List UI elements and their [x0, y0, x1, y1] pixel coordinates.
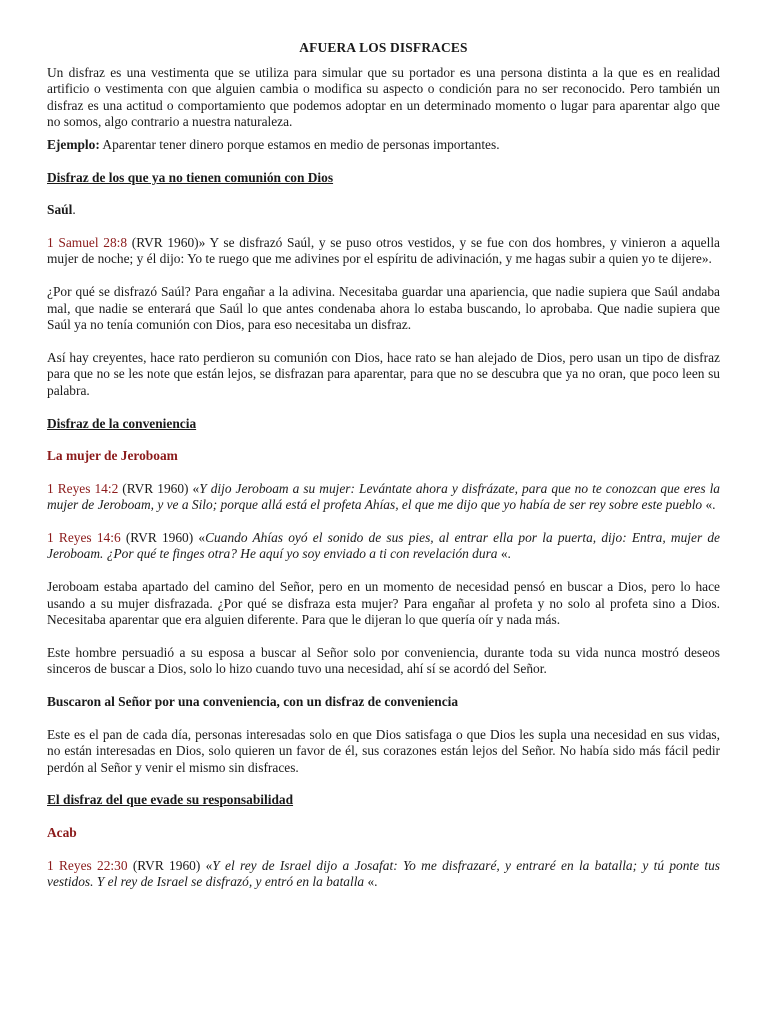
body-paragraph: ¿Por qué se disfrazó Saúl? Para engañar a la adivina. Necesitaba guardar una apariencia, que nadie supiera que Saúl andaba mal, que nadie se enterará que Saúl lo que antes condenaba ahora lo estaba buscando, lo aprobaba. Que nadie supiera que Saúl ya no tenía comunión con Dios, para eso necesitaba un disfraz.	[47, 283, 720, 333]
verse-paragraph-1-reyes-14-6	[47, 530, 720, 563]
verse-post: «.	[497, 546, 511, 562]
subheading-saul-period: .	[72, 202, 76, 218]
document-title: AFUERA LOS DISFRACES	[299, 40, 468, 55]
body-paragraph: Este es el pan de cada día, personas interesadas solo en que Dios satisfaga o que Dios les supla una necesidad en sus vidas, no están interesadas en Dios, solo quieren un favor de él, sus corazones están lejos del Señor. No había sido más fácil pedir perdón al Señor y venir el mismo sin disfraces.	[47, 726, 720, 775]
verse-paragraph-1-samuel-28-8	[47, 235, 720, 268]
subheading-acab: Acab	[47, 825, 77, 840]
verse-quote: Y dijo Jeroboam a su mujer: Levántate ahora y disfrázate, para que no te conozcan que eres la mujer de Jeroboam, y ve a Silo; porque allá está el profeta Ahías, el que me dijo que yo había de ser rey sobre este pueblo	[47, 480, 721, 513]
example-paragraph	[47, 137, 720, 154]
body-paragraph: Jeroboam estaba apartado del camino del Señor, pero en un momento de necesidad pensó en buscar a Dios, pero lo hace usando a su mujer disfrazada. ¿Por qué se disfraza esta mujer? Para engañar al profeta y no solo al profeta sino a Dios. Necesitaba aparentar que era alguien diferente. Para que le dijeran lo que quería oír y nada más.	[47, 579, 720, 628]
section-heading-responsabilidad: El disfraz del que evade su responsabilidad	[47, 792, 294, 808]
section-heading-conveniencia: Disfraz de la conveniencia	[47, 415, 197, 431]
verse-pre: (RVR 1960) «	[127, 857, 213, 873]
example-label: Ejemplo:	[47, 136, 100, 152]
verse-post: «.	[702, 497, 716, 513]
subheading-saul-name: Saúl	[47, 202, 73, 218]
intro-paragraph: Un disfraz es una vestimenta que se utiliza para simular que su portador es una persona distinta a la que es en realidad artificio o vestimenta con que alguien cambia o modifica su aspecto o condición para no ser reconocido. Pero también un disfraz es una actitud o comportamiento que podemos adoptar en un determinado momento o lugar para aparentar algo que no somos, algo contrario a nuestra naturaleza.	[47, 64, 720, 130]
verse-text: (RVR 1960)» Y se disfrazó Saúl, y se puso otros vestidos, y se fue con dos hombres, y vinieron a aquella mujer de noche; y él dijo: Yo te ruego que me adivines por el espíritu de adivinación, y me hagas subir a quien yo te dijere».	[47, 234, 720, 267]
subheading-conveniencia: Buscaron al Señor por una conveniencia, con un disfraz de conveniencia	[47, 694, 459, 710]
section-heading-saul: Disfraz de los que ya no tienen comunión con Dios	[47, 169, 334, 185]
body-paragraph: Este hombre persuadió a su esposa a buscar al Señor solo por conveniencia, durante toda su vida nunca mostró deseos sinceros de buscar a Dios, solo lo hizo cuando tuvo una necesidad, ahí sí se acordó del Señor.	[47, 644, 720, 677]
verse-quote: Y el rey de Israel dijo a Josafat: Yo me disfrazaré, y entraré en la batalla; y tú ponte tus vestidos. Y el rey de Israel se disfrazó, y entró en la batalla	[47, 857, 721, 890]
subheading-saul	[47, 202, 720, 219]
example-text: Aparentar tener dinero porque estamos en medio de personas importantes.	[99, 136, 500, 152]
verse-paragraph-1-reyes-22-30	[47, 858, 720, 891]
verse-pre: (RVR 1960) «	[118, 480, 200, 496]
verse-ref-link[interactable]: 1 Reyes 22:30	[47, 857, 128, 873]
subheading-jeroboam-wife: La mujer de Jeroboam	[47, 448, 178, 464]
verse-pre: (RVR 1960) «	[120, 529, 206, 545]
verse-post: «.	[364, 874, 378, 890]
verse-paragraph-1-reyes-14-2	[47, 481, 720, 514]
body-paragraph: Así hay creyentes, hace rato perdieron su comunión con Dios, hace rato se han alejado de Dios, pero usan un tipo de disfraz para que no se les note que están lejos, se disfrazan para aparentar, para que no se descubra que ya no oran, que poco leen su palabra.	[47, 349, 720, 398]
verse-ref-link[interactable]: 1 Reyes 14:6	[47, 529, 121, 545]
verse-ref-link[interactable]: 1 Reyes 14:2	[47, 480, 119, 496]
verse-ref-link[interactable]: 1 Samuel 28:8	[47, 234, 128, 250]
verse-quote: Cuando Ahías oyó el sonido de sus pies, al entrar ella por la puerta, dijo: Entra, mujer de Jeroboam. ¿Por qué te finges otra? He aquí yo soy enviado a ti con revelación dura	[47, 529, 721, 562]
